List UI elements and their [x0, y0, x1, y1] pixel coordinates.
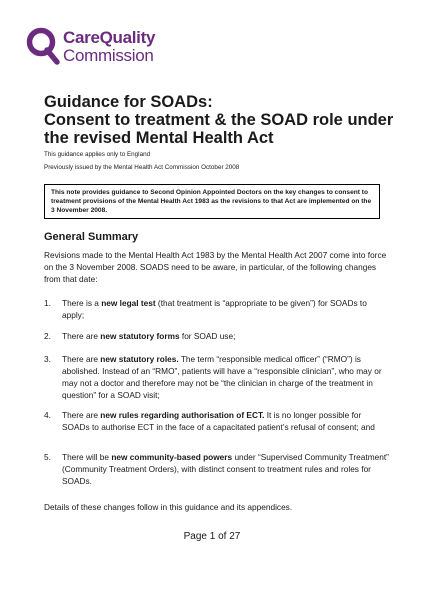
- logo-text-line1: CareQuality: [63, 28, 156, 47]
- title-line-1: Guidance for SOADs:: [44, 93, 213, 111]
- list-item-number: 5.: [44, 452, 51, 462]
- list-item-text: under “Supervised Community Treatment” (Community Treatment Orders), with distinct consent to treatment rules and roles for SOADs.: [62, 452, 389, 486]
- list-item: [44, 409, 389, 433]
- list-item-number: 3.: [44, 354, 51, 364]
- title-line-2: Consent to treatment & the SOAD role under: [44, 111, 394, 129]
- list-item-number: 2.: [44, 331, 51, 341]
- cqc-q-icon: [26, 26, 60, 66]
- list-item-bold: new statutory roles.: [100, 354, 179, 364]
- list-item: [44, 330, 389, 342]
- document-title: [44, 93, 394, 147]
- list-item-bold: new rules regarding authorisation of ECT.: [100, 410, 265, 420]
- list-item-text: There are: [62, 331, 101, 341]
- list-item-text: The term “responsible medical officer” (“RMO”) is abolished. Instead of an “RMO”, patients will have a “responsible clinician”, who may or may not a doctor and therefore may not be “the clinician in charge of the treatment in question” for a SOAD visit;: [62, 354, 382, 400]
- list-item-number: 1.: [44, 298, 51, 308]
- section-heading: General Summary: [44, 231, 139, 243]
- issued-note: Previously issued by the Mental Health Act Commission October 2008: [44, 164, 240, 171]
- list-item-bold: new statutory forms: [100, 331, 180, 341]
- list-item: [44, 451, 389, 487]
- list-item: [44, 297, 389, 321]
- list-item-bold: new legal test: [101, 298, 156, 308]
- page-number: Page 1 of 27: [183, 531, 241, 542]
- cqc-logo: [26, 24, 166, 70]
- list-item-text: There are: [62, 410, 101, 420]
- guidance-note-box: This note provides guidance to Second Opinion Appointed Doctors on the key changes to consent to treatment provisions of the Mental Health Act 1983 as the revisions to that Act are implemented on the 3 November 2008.: [44, 184, 380, 219]
- title-line-3: the revised Mental Health Act: [44, 129, 274, 147]
- list-item: [44, 353, 389, 401]
- list-item-text: There will be: [62, 452, 112, 462]
- list-item-text: for SOAD use;: [179, 331, 236, 341]
- summary-paragraph: Revisions made to the Mental Health Act 1983 by the Mental Health Act 2007 come into force on the 3 November 2008. SOADS need to be aware, in particular, of the following changes from that date:: [44, 250, 387, 284]
- details-paragraph: Details of these changes follow in this guidance and its appendices.: [44, 502, 293, 512]
- applies-note: This guidance applies only to England: [44, 151, 151, 158]
- list-item-number: 4.: [44, 410, 51, 420]
- logo-text-line2: Commission: [63, 46, 154, 65]
- list-item-text: It is no longer possible for SOADs to authorise ECT in the face of a capacitated patient’s refusal of consent; and: [62, 410, 375, 432]
- list-item-text: There are: [62, 354, 101, 364]
- list-item-bold: new community-based powers: [111, 452, 233, 462]
- list-item-text: (that treatment is “appropriate to be given”) for SOADs to apply;: [62, 298, 367, 320]
- list-item-text: There is a: [62, 298, 102, 308]
